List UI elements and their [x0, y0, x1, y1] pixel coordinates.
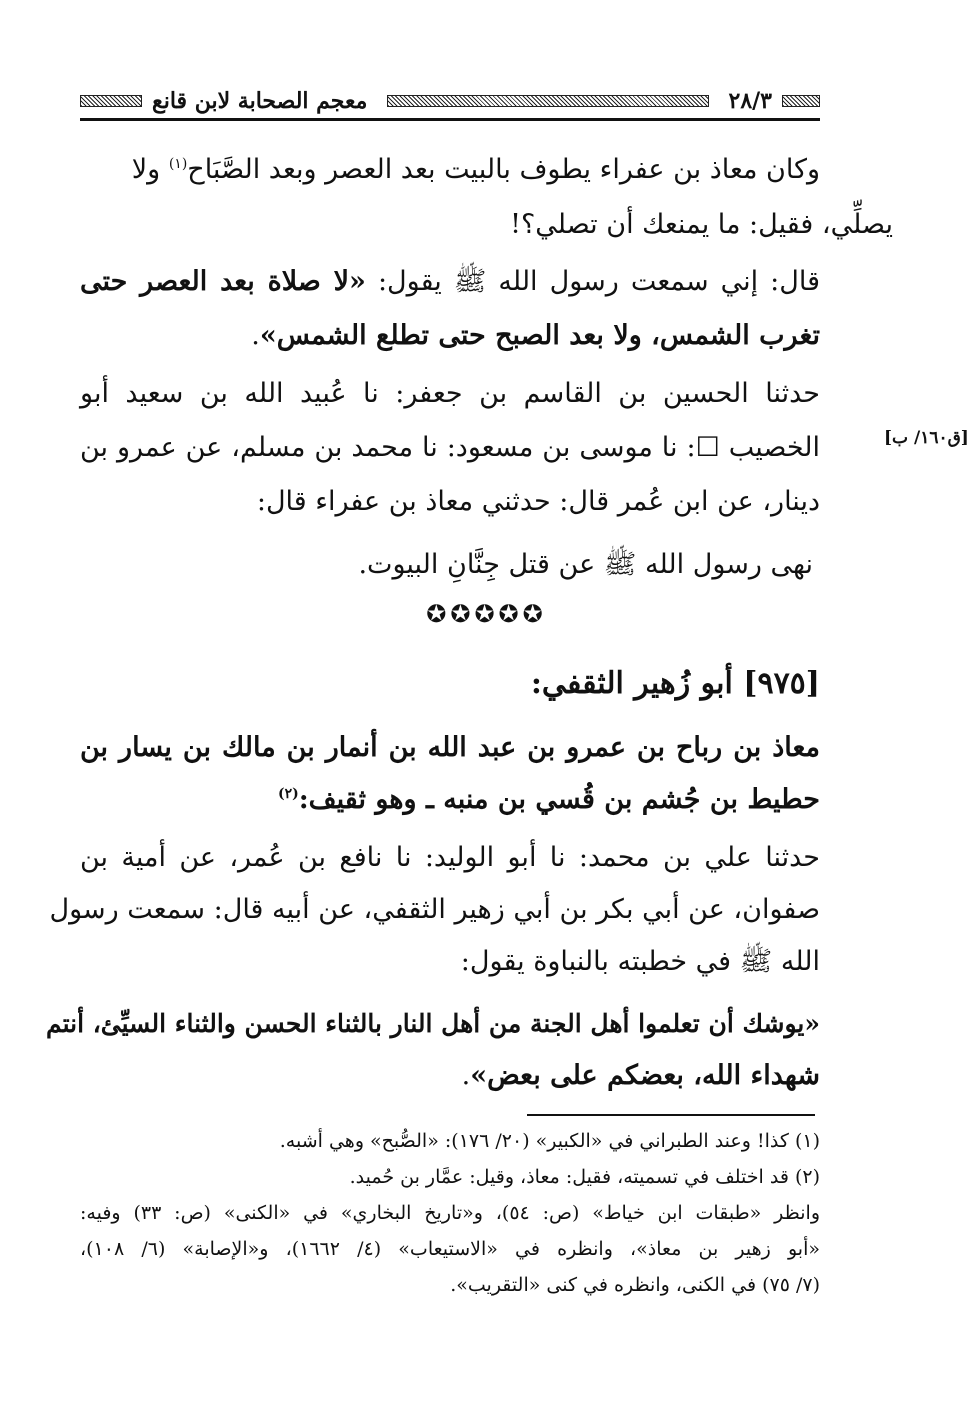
lineage-line: معاذ بن رباح بن عمرو بن عبد الله بن أنمار بن مالك بن يسار بن	[80, 732, 820, 763]
text-span: ولا	[131, 154, 169, 185]
text-line	[80, 262, 820, 302]
lineage-line	[80, 780, 820, 820]
hadith-text: تغرب الشمس، ولا بعد الصبح حتى تطلع الشمس»	[259, 320, 820, 351]
text-line	[80, 150, 820, 190]
text-line: يصلِّي، فقيل: ما يمنعك أن تصلي؟!	[510, 209, 893, 240]
text-line: الله ﷺ في خطبته بالنباوة يقول:	[460, 946, 820, 977]
entry-heading: [٩٧٥] أبو زُهير الثقفي:	[530, 666, 820, 701]
footnote-2: (٢) قد اختلف في تسميته، فقيل: معاذ، وقيل: عمَّار بن حُميد.	[349, 1166, 820, 1188]
hadith-text: شهداء الله، بعضكم على بعض»	[470, 1060, 820, 1091]
hadith-text: «لا صلاة بعد العصر حتى	[80, 266, 366, 297]
hadith-line	[80, 1056, 820, 1096]
manuscript-folio-note: [ق١٦٠/ ب]	[884, 428, 969, 448]
header-ornament	[387, 95, 708, 107]
header-rule	[80, 118, 820, 121]
text-span: .	[251, 320, 260, 351]
text-line	[80, 316, 820, 356]
text-line: صفوان، عن أبي بكر بن أبي زهير الثقفي، عن أبيه قال: سمعت رسول	[49, 894, 820, 925]
text-span: وكان معاذ بن عفراء يطوف بالبيت بعد العصر وبعد الصَّبَاح	[187, 154, 820, 185]
text-line: حدثنا الحسين بن القاسم بن جعفر: نا عُبيد الله بن سعيد أبو	[80, 378, 820, 409]
book-title: معجم الصحابة لابن قانع	[152, 88, 368, 114]
text-line: دينار، عن ابن عُمر قال: حدثني معاذ بن عفراء قال:	[256, 486, 820, 517]
footnote-2-cont: «أبو زهير بن معاذ»، وانظره في «الاستيعاب» (٤/ ١٦٦٢)، و«الإصابة» (٦/ ١٠٨)،	[80, 1238, 820, 1260]
footnote-2-cont: (٧/ ٧٥) في الكنى، وانظره في كنى «التقريب».	[450, 1274, 820, 1296]
footnote-2-cont: وانظر «طبقات ابن خياط» (ص: ٥٤)، و«تاريخ البخاري» في «الكنى» (ص: ٣٣) وفيه:	[80, 1202, 820, 1224]
text-span: حطيط بن جُشم بن قُسي بن منبه ـ وهو ثقيف:	[298, 784, 820, 815]
hadith-line: «يوشك أن تعلموا أهل الجنة من أهل النار بالثناء الحسن والثناء السيِّئ، أنتم	[45, 1009, 820, 1038]
text-span: قال: إني سمعت رسول الله ﷺ يقول:	[365, 266, 820, 297]
header-ornament	[782, 95, 820, 107]
text-span: .	[461, 1060, 471, 1091]
footnote-1: (١) كذا! وعند الطبراني في «الكبير» (٢٠/ ١٧٦): «الصُّبح» وهي أشبه.	[279, 1130, 820, 1152]
page-number: ٢٨/٣	[728, 88, 772, 114]
running-header	[80, 82, 820, 120]
section-separator: ✪✪✪✪✪	[426, 600, 547, 628]
footnote-rule	[527, 1114, 815, 1116]
footnote-ref[interactable]: (١)	[168, 156, 188, 172]
text-line: الخصيب ☐: نا موسى بن مسعود: نا محمد بن مسلم، عن عمرو بن	[80, 432, 820, 463]
text-line: حدثنا علي بن محمد: نا أبو الوليد: نا نافع بن عُمر، عن أمية بن	[80, 842, 820, 873]
header-ornament	[80, 95, 142, 107]
text-line: نهى رسول الله ﷺ عن قتل جِنَّانِ البيوت.	[358, 549, 813, 580]
footnote-ref[interactable]: (٢)	[277, 786, 299, 802]
